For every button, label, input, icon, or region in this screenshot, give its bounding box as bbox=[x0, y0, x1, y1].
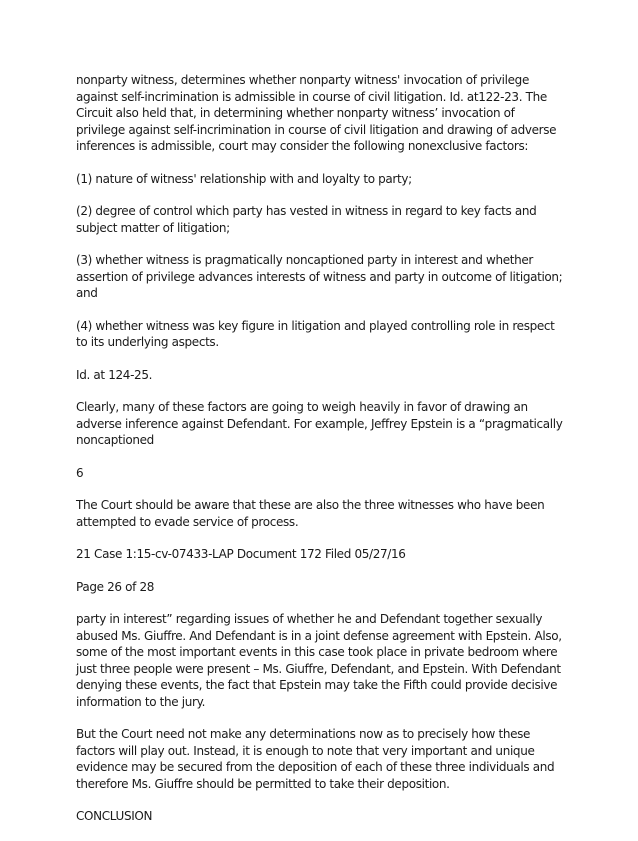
paragraph-privilege-holding: nonparty witness, determines whether nonparty witness' invocation of privilege against self-incrimination is admissible in course of civil litigation. Id. at122-23. The Circuit also held that, in determining whether nonparty witness’ invocation of privilege against self-incrimination in course of civil litigation and drawing of adverse inferences is admissible, court may consider the following nonexclusive factors: bbox=[76, 73, 557, 153]
case-header: 21 Case 1:15-cv-07433-LAP Document 172 Filed 05/27/16 bbox=[76, 547, 406, 561]
factor-3: (3) whether witness is pragmatically noncaptioned party in interest and whether assertion of privilege advances interests of witness and party in outcome of litigation; and bbox=[76, 253, 563, 300]
paragraph-deposition: But the Court need not make any determinations now as to precisely how these factors will play out. Instead, it is enough to note that very important and unique evidence may be secured from the deposition of each of these three individuals and therefore Ms. Giuffre should be permitted to take their deposition. bbox=[76, 727, 555, 791]
document-page bbox=[76, 72, 566, 841]
section-heading-conclusion: CONCLUSION bbox=[76, 809, 153, 823]
factor-2: (2) degree of control which party has vested in witness in regard to key facts and subject matter of litigation; bbox=[76, 204, 537, 235]
footnote-text: The Court should be aware that these are also the three witnesses who have been attempted to evade service of process. bbox=[76, 498, 545, 529]
paragraph-factors-analysis: Clearly, many of these factors are going to weigh heavily in favor of drawing an adverse inference against Defendant. For example, Jeffrey Epstein is a “pragmatically noncaptioned bbox=[76, 400, 563, 447]
factor-4: (4) whether witness was key figure in litigation and played controlling role in respect to its underlying aspects. bbox=[76, 318, 555, 349]
citation: Id. at 124-25. bbox=[76, 367, 153, 382]
footnote-number: 6 bbox=[76, 465, 84, 480]
page-number: Page 26 of 28 bbox=[76, 579, 155, 594]
factor-1: (1) nature of witness' relationship with and loyalty to party; bbox=[76, 171, 412, 186]
paragraph-party-in-interest: party in interest” regarding issues of whether he and Defendant together sexually abused Ms. Giuffre. And Defendant is in a joint defense agreement with Epstein. Also, some of the most important events in this case took place in private bedroom where just three people were present – Ms. Giuffre, Defendant, and Epstein. With Defendant denying these events, the fact that Epstein may take the Fifth could provide decisive information to the jury. bbox=[76, 612, 562, 709]
